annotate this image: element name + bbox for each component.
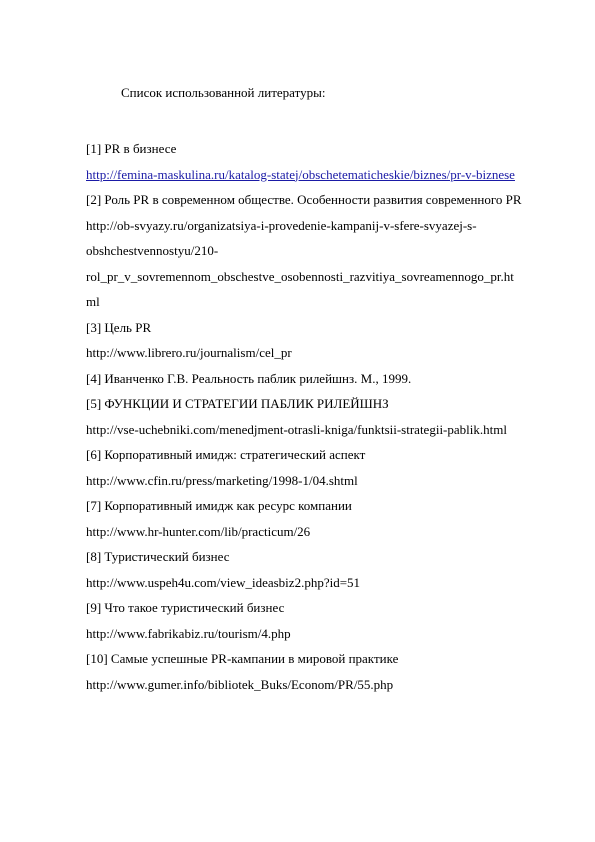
- reference-line: [86, 544, 566, 570]
- reference-text: [9] Что такое туристический бизнес: [86, 600, 285, 615]
- reference-line: [86, 315, 566, 341]
- reference-text: rol_pr_v_sovremennom_obschestve_osobennosti_razvitiya_sovreamennogo_pr.ht: [86, 268, 514, 284]
- reference-line: [86, 289, 566, 315]
- reference-text: http://vse-uchebniki.com/menedjment-otrasli-kniga/funktsii-strategii-pablik.html: [86, 421, 507, 437]
- reference-text: http://www.librero.ru/journalism/cel_pr: [86, 345, 292, 360]
- reference-line: [86, 264, 566, 290]
- reference-line: [86, 672, 566, 698]
- reference-list: [86, 136, 566, 697]
- reference-line: [86, 595, 566, 621]
- reference-text: http://www.uspeh4u.com/view_ideasbiz2.php?id=51: [86, 574, 361, 590]
- reference-line: [86, 366, 566, 392]
- reference-line: [86, 340, 566, 366]
- page-title: Список использованной литературы:: [121, 85, 326, 100]
- reference-line: [86, 519, 566, 545]
- reference-line: [86, 493, 566, 519]
- reference-line: [86, 213, 566, 239]
- reference-text: ml: [86, 294, 100, 309]
- reference-line: [86, 570, 566, 596]
- reference-line: [86, 187, 566, 213]
- reference-text: http://www.cfin.ru/press/marketing/1998-1/04.shtml: [86, 472, 358, 488]
- reference-line: [86, 391, 566, 417]
- reference-text: http://www.hr-hunter.com/lib/practicum/26: [86, 523, 311, 539]
- reference-text: [8] Туристический бизнес: [86, 549, 230, 564]
- reference-line: [86, 468, 566, 494]
- reference-line: [86, 136, 566, 162]
- reference-text: [3] Цель PR: [86, 319, 152, 335]
- reference-text: http://www.fabrikabiz.ru/tourism/4.php: [86, 625, 291, 641]
- reference-line: [86, 621, 566, 647]
- reference-text: obshchestvennostyu/210-: [86, 243, 219, 258]
- reference-text: [5] ФУНКЦИИ И СТРАТЕГИИ ПАБЛИК РИЛЕЙШНЗ: [86, 396, 389, 411]
- reference-text: [6] Корпоративный имидж: стратегический аспект: [86, 447, 366, 462]
- reference-line: [86, 238, 566, 264]
- reference-text: http://www.gumer.info/bibliotek_Buks/Econom/PR/55.php: [86, 676, 394, 692]
- reference-text: [4] Иванченко Г.В. Реальность паблик рилейшнз. М., 1999.: [86, 370, 412, 386]
- reference-line: [86, 417, 566, 443]
- reference-link: [86, 162, 566, 188]
- reference-url-link[interactable]: http://femina-maskulina.ru/katalog-statej/obschetematicheskie/biznes/pr-v-biznese: [86, 166, 515, 182]
- reference-line: [86, 442, 566, 468]
- reference-text: [2] Роль PR в современном обществе. Особенности развития современного PR: [86, 192, 522, 207]
- reference-text: [1] PR в бизнесе: [86, 141, 177, 156]
- reference-text: http://ob-svyazy.ru/organizatsiya-i-provedenie-kampanij-v-sfere-svyazej-s-: [86, 217, 477, 233]
- reference-line: [86, 646, 566, 672]
- reference-text: [10] Самые успешные PR-кампании в мировой практике: [86, 651, 399, 666]
- reference-text: [7] Корпоративный имидж как ресурс компании: [86, 498, 352, 513]
